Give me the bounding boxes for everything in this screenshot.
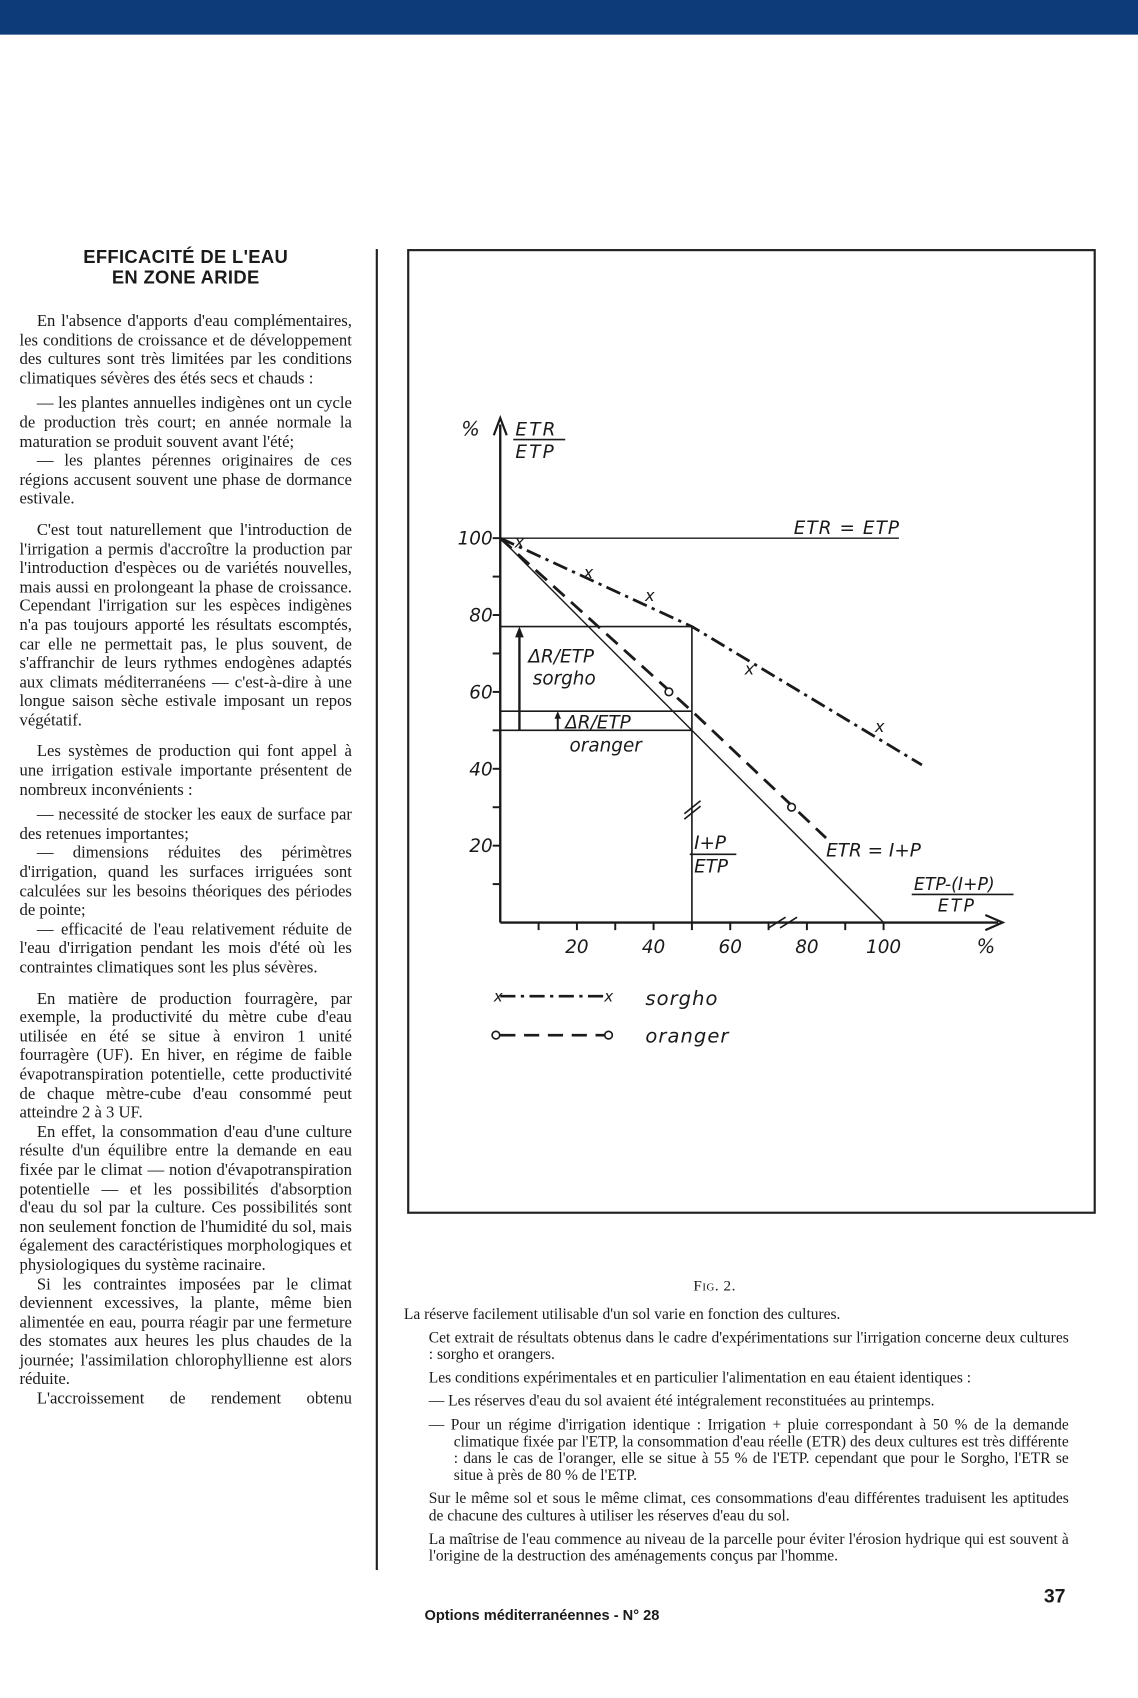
paragraph: L'accroissement de rendement obtenu (36, 1389, 352, 1408)
paragraph: La maîtrise de l'eau commence au niveau de la parcelle pour éviter l'érosion hydrique qui est souvent à l'origine de la destruction des aménagements conçus par l'homme. (428, 1530, 1069, 1565)
x-label-den: ETP (937, 896, 977, 917)
y-label-den: ETP (515, 442, 556, 464)
sorgho-point: x (874, 716, 885, 736)
sorgho-point: x (644, 586, 655, 606)
delta-oranger-crop: oranger (569, 735, 642, 757)
paragraph: En effet, la consommation d'eau d'une culture résulte d'un équilibre entre la demande en eau fixée par le climat — notion d'évapotranspiration potentielle — et les possibilités d'absorption d'eau du sol par la culture. Ces possibilités sont non seulement fonction de l'humidité du sol, mais également des caractéristiques morphologiques et physiologiques du système racinaire. (19, 1122, 352, 1275)
delta-sorgho-crop: sorgho (532, 668, 596, 690)
paragraph: Cet extrait de résultats obtenus dans le cadre d'expérimentations sur l'irrigation concerne deux cultures : sorgho et orangers. (428, 1329, 1069, 1364)
x-tick-label: 60 (718, 936, 742, 958)
x-unit: % (976, 934, 996, 958)
paragraph: Sur le même sol et sous le même climat, ces consommations d'eau différentes traduisent les aptitudes de chacune des cultures à utiliser les réserves d'eau du sol. (428, 1490, 1069, 1525)
y-tick-label: 20 (469, 836, 493, 858)
list-item: — efficacité de l'eau relativement réduite de l'eau d'irrigation pendant les mois d'été où les contraintes climatiques sont les plus sévères. (19, 920, 352, 977)
etr-etp-label: ETR = ETP (793, 517, 901, 539)
legend-oranger-label: oranger (645, 1024, 730, 1048)
paragraph: En matière de production fourragère, par exemple, la productivité du mètre cube d'eau utilisée en été se situe à environ 1 unité fourragère (UF). En hiver, en régime de faible évapotranspiration potentielle, cette productivité de chaque mètre-cube d'eau consommé peut atteindre 2 à 3 UF. (19, 989, 352, 1122)
oranger-point (788, 803, 796, 811)
etr-ip-label: ETR = I+P (826, 840, 921, 862)
list-item: — dimensions réduites des périmètres d'irrigation, quand les surfaces irriguées sont calculées sur les besoins théoriques des périodes de pointe; (19, 843, 352, 920)
arrow-head-icon (515, 627, 524, 638)
paragraph: Les conditions expérimentales et en particulier l'alimentation en eau étaient identiques : (428, 1369, 972, 1387)
arrow-head-icon (555, 711, 561, 719)
legend-oranger-marker (605, 1031, 613, 1039)
y-unit: % (461, 417, 480, 441)
journal-footer: Options méditerranéennes - N° 28 (424, 1606, 660, 1624)
y-label-num: ETR (515, 419, 558, 441)
legend-sorgho-marker: x (493, 987, 503, 1006)
legend-sorgho-label: sorgho (645, 986, 719, 1010)
y-tick-label: 100 (457, 528, 493, 550)
ip-label-num: I+P (694, 832, 727, 854)
sorgho-point: x (744, 659, 755, 679)
legend-sorgho-marker: x (604, 987, 614, 1006)
x-tick-label: 40 (641, 936, 666, 958)
paragraph: Si les contraintes imposées par le climat deviennent excessives, la plante, même bien alimentée en eau, pourra réagir par une fermeture des stomates aux heures les plus chaudes de la journée; l'assimilation chlorophyllienne est alors réduite. (19, 1274, 352, 1389)
delta-sorgho-label: ΔR/ETP (528, 646, 594, 668)
title-line: EN ZONE ARIDE (111, 267, 260, 289)
delta-oranger-label: ΔR/ETP (565, 712, 631, 734)
figure-caption: Fig. 2. (693, 1278, 736, 1296)
oranger-point (665, 688, 673, 696)
list-item: — les plantes pérennes originaires de ces régions accusent souvent une phase de dormance estivale. (19, 451, 352, 509)
ip-label-den: ETP (694, 856, 729, 878)
x-label-num: ETP-(I+P) (913, 875, 995, 896)
y-tick-label: 80 (469, 605, 493, 627)
x-tick-label: 100 (866, 936, 902, 958)
y-tick-label: 40 (469, 759, 493, 781)
y-tick-label: 60 (469, 682, 493, 704)
paragraph: La réserve facilement utilisable d'un sol varie en fonction des cultures. (403, 1305, 841, 1324)
paragraph: Les systèmes de production qui font appel à une irrigation estivale importante présentent de nombreux inconvénients : (19, 742, 352, 799)
figure-text (404, 1307, 1069, 1572)
list-item: — Les réserves d'eau du sol avaient été intégralement reconstituées au printemps. (428, 1392, 935, 1411)
sorgho-point: x (583, 563, 594, 583)
sorgho-point: x (514, 532, 525, 552)
paragraph: C'est tout naturellement que l'introduction de l'irrigation a permis d'accroître la production par l'introduction d'espèces ou de variétés nouvelles, mais aussi en prolongeant la phase de croissance. Cependant l'irrigation sur les espèces indigènes n'a pas toujours apporté les résultats escomptés, car elle ne permettait pas, le plus souvent, de s'affranchir de leurs rythmes endogènes adaptés aux climats méditerranéens — c'est-à-dire à une longue saison sèche estivale imposant un repos végétatif. (19, 520, 352, 730)
legend-oranger-marker (492, 1031, 500, 1039)
list-item: — necessité de stocker les eaux de surface par des retenues importantes; (19, 805, 352, 844)
x-tick-label: 20 (565, 936, 589, 958)
page-number: 37 (1043, 1585, 1066, 1607)
paragraph: En l'absence d'apports d'eau complémentaires, les conditions de croissance et de développement des cultures sont très limitées par les conditions climatiques sévères des étés secs et chauds : (19, 311, 352, 388)
list-item: — les plantes annuelles indigènes ont un cycle de production très court; en année normale la maturation se produit souvent avant l'été; (19, 394, 352, 452)
x-tick-label: 80 (795, 936, 819, 958)
title-line: EFFICACITÉ DE L'EAU (83, 246, 289, 268)
list-item: — Pour un régime d'irrigation identique : Irrigation + pluie correspondant à 50 % de la demande climatique fixée par l'ETP, la consommation d'eau réelle (ETR) des deux cultures est très différente : dans le cas de l'oranger, elle se situe à 55 % de l'ETP. cependant que pour le Sorgho, l'ETR se situe à près de 80 % de l'ETP. (428, 1416, 1069, 1485)
